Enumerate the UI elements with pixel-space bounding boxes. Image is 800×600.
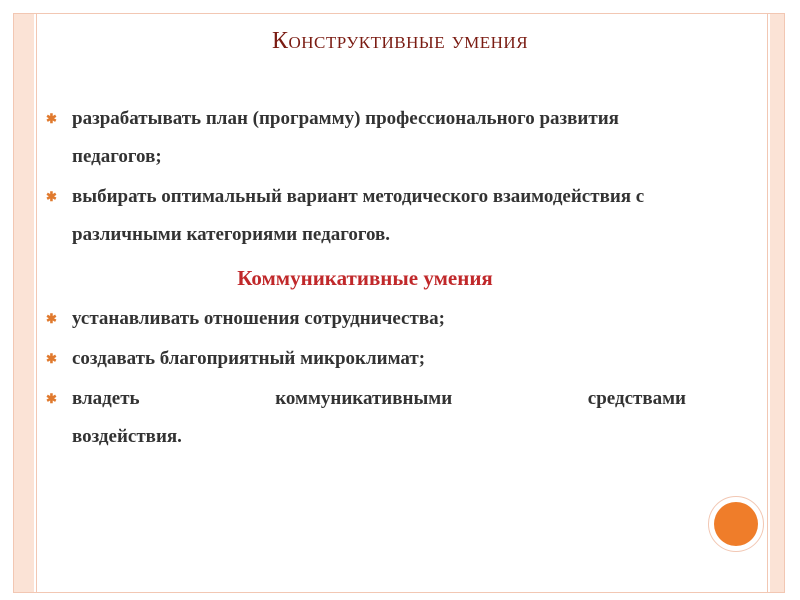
slide-title: Конструктивные умения [271, 28, 529, 54]
list-item [44, 380, 686, 456]
list-item-text-line1: владеть коммуникативными средствами [72, 388, 686, 409]
circle-icon [714, 502, 758, 546]
list-item-text: устанавливать отношения сотрудничества; [72, 308, 445, 329]
list-item [44, 300, 686, 338]
list-item [44, 100, 686, 176]
bullet-icon: ✱ [46, 311, 57, 326]
bullet-icon: ✱ [46, 189, 57, 204]
bullet-icon: ✱ [46, 351, 57, 366]
list-item-text: создавать благоприятный микроклимат; [72, 348, 426, 369]
bullet-icon: ✱ [46, 391, 57, 406]
list-item [44, 340, 686, 378]
left-frame-strip [14, 14, 34, 592]
list-item-text: разрабатывать план (программу) профессионального развития педагогов; [72, 108, 619, 167]
left-frame-line [36, 14, 37, 592]
list-item-text: выбирать оптимальный вариант методического взаимодействия с различными категориями педагогов. [72, 186, 645, 245]
section-heading: Коммуникативные умения [237, 266, 493, 290]
slide-content [44, 100, 686, 458]
list-item [44, 178, 686, 254]
bullet-icon: ✱ [46, 111, 57, 126]
right-frame-strip [770, 14, 784, 592]
right-frame-line [767, 14, 768, 592]
list-item-text-line2: воздействия. [72, 426, 182, 447]
